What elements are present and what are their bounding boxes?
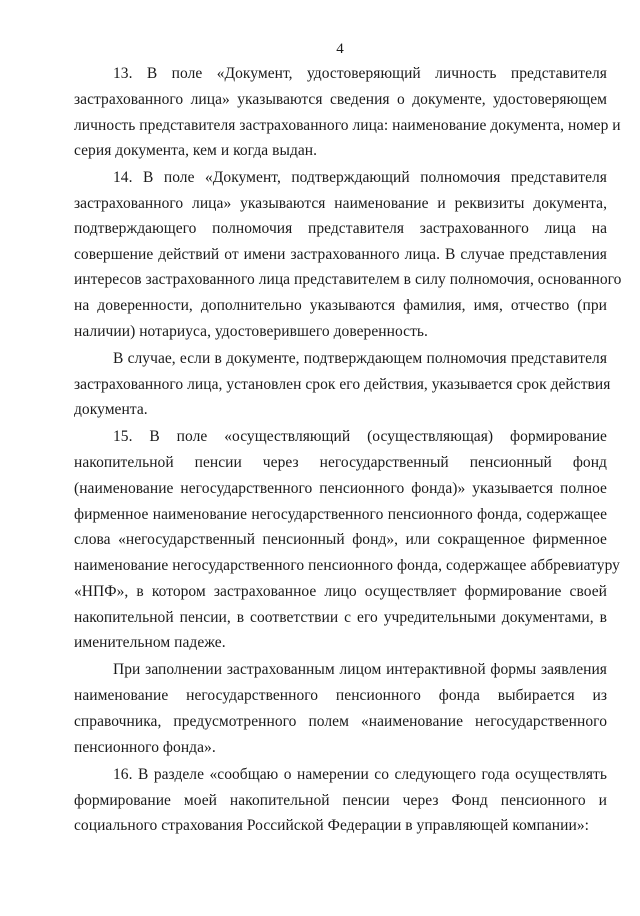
text-line: серия документа, кем и когда выдан. (74, 142, 318, 159)
text-line: интересов застрахованного лица представителем в силу полномочия, основанного (74, 271, 622, 288)
text-line: подтверждающего полномочия представителя застрахованного лица на (74, 220, 607, 237)
text-line: документа. (74, 401, 148, 418)
text-line: совершение действий от имени застрахованного лица. В случае представления (74, 246, 607, 263)
text-line: пенсионного фонда». (74, 739, 216, 756)
text-line: наименование негосударственного пенсионного фонда, содержащее аббревиатуру (74, 557, 620, 574)
text-line: личность представителя застрахованного лица: наименование документа, номер и (74, 117, 621, 134)
text-line: слова «негосударственный пенсионный фонд», или сокращенное фирменное (74, 531, 607, 548)
text-line: накопительной пенсии, в соответствии с его учредительными документами, в (74, 609, 607, 626)
text-line: на доверенности, дополнительно указываются фамилия, имя, отчество (при (74, 297, 607, 314)
text-line: формирование моей накопительной пенсии через Фонд пенсионного и (74, 792, 607, 809)
text-line: 15. В поле «осуществляющий (осуществляющая) формирование (113, 428, 607, 445)
text-line: (наименование негосударственного пенсионного фонда)» указывается полное (74, 480, 607, 497)
text-line: справочника, предусмотренного полем «наименование негосударственного (74, 713, 607, 730)
text-line: В случае, если в документе, подтверждающем полномочия представителя (113, 350, 607, 367)
text-line: фирменное наименование негосударственного пенсионного фонда, содержащее (74, 506, 607, 523)
text-line: 16. В разделе «сообщаю о намерении со следующего года осуществлять (113, 766, 607, 783)
text-line: застрахованного лица» указываются наименование и реквизиты документа, (74, 195, 607, 212)
text-line: наименование негосударственного пенсионного фонда выбирается из (74, 687, 607, 704)
text-line: 14. В поле «Документ, подтверждающий полномочия представителя (113, 169, 607, 186)
text-line: социального страхования Российской Федерации в управляющей компании»: (74, 817, 589, 834)
text-line: застрахованного лица, установлен срок его действия, указывается срок действия (74, 376, 611, 393)
text-line: накопительной пенсии через негосударственный пенсионный фонд (74, 454, 607, 471)
text-line: 13. В поле «Документ, удостоверяющий личность представителя (113, 65, 607, 82)
page-number: 4 (336, 41, 344, 57)
text-line: именительном падеже. (74, 634, 226, 651)
text-line: застрахованного лица» указываются сведения о документе, удостоверяющем (74, 91, 607, 108)
text-line: «НПФ», в котором застрахованное лицо осуществляет формирование своей (74, 583, 607, 600)
text-line: При заполнении застрахованным лицом интерактивной формы заявления (113, 661, 607, 678)
text-line: наличии) нотариуса, удостоверившего доверенность. (74, 323, 428, 340)
